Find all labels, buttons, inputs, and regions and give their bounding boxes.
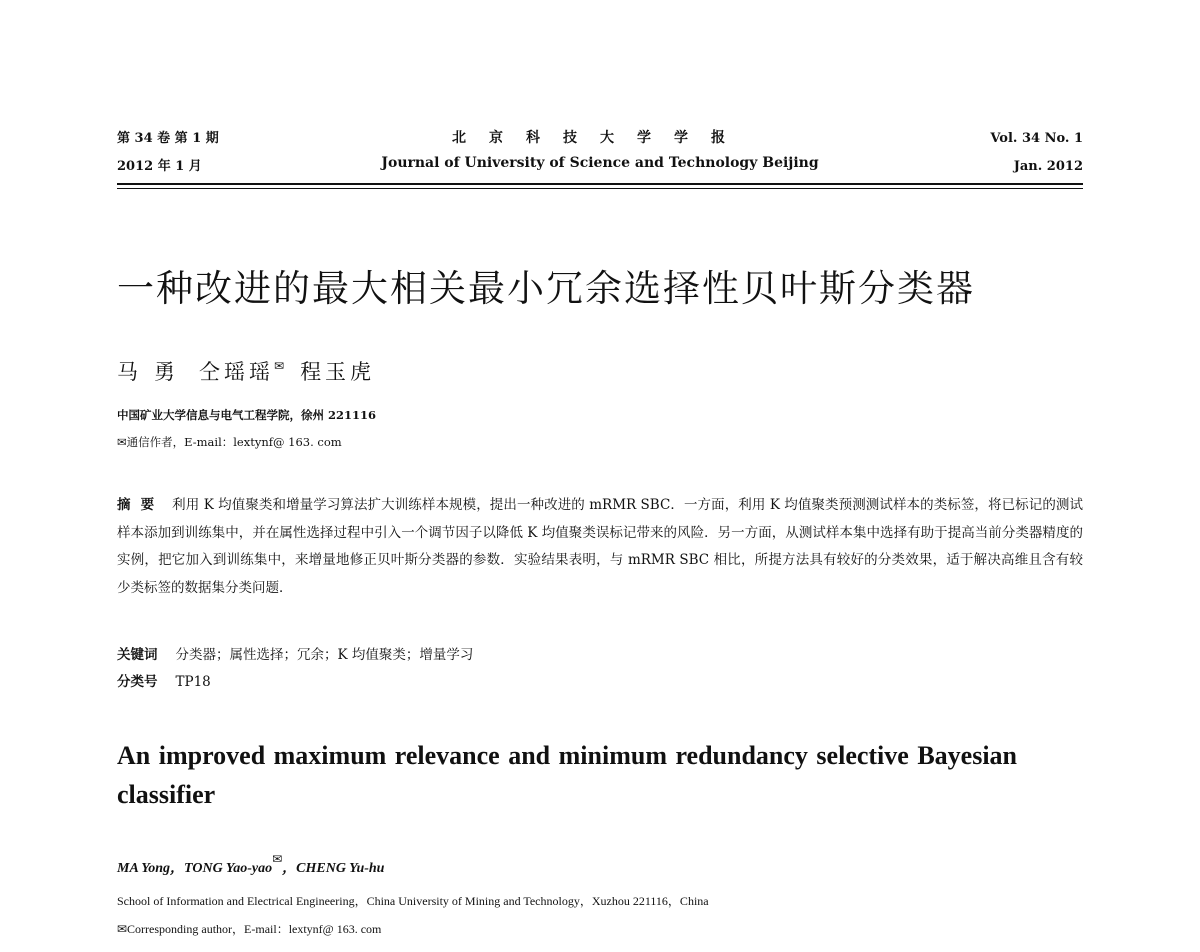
header-rule-thin bbox=[117, 188, 1083, 189]
abstract-cn bbox=[117, 492, 1083, 602]
date-en: Jan. 2012 bbox=[1013, 159, 1083, 174]
abstract-label-cn: 摘要 bbox=[117, 497, 165, 513]
corresponding-mail-icon-en: ✉ bbox=[272, 852, 283, 866]
article-title-en: An improved maximum relevance and minimum redundancy selective Bayesian classifier bbox=[117, 741, 1017, 809]
corresponding-author-cn: ✉通信作者，E-mail：lextynf@ 163. com bbox=[117, 435, 342, 449]
author-cn-2: 仝瑶瑶 bbox=[199, 360, 274, 384]
keywords-text-cn: 分类器；属性选择；冗余；K 均值聚类；增量学习 bbox=[175, 647, 474, 663]
keywords-cn bbox=[117, 643, 473, 663]
volume-issue-cn: 第 34 卷 第 1 期 bbox=[117, 131, 219, 146]
journal-name-en: Journal of University of Science and Technology Beijing bbox=[381, 155, 819, 171]
journal-header-row-1 bbox=[117, 127, 1083, 146]
date-cn: 2012 年 1 月 bbox=[117, 159, 202, 174]
keywords-label-cn: 关键词 bbox=[117, 647, 158, 663]
affiliation-cn: 中国矿业大学信息与电气工程学院，徐州 221116 bbox=[117, 408, 377, 422]
classification-number: TP18 bbox=[175, 674, 211, 690]
classification-cn bbox=[117, 670, 211, 690]
header-rule-thick bbox=[117, 183, 1083, 185]
authors-cn bbox=[117, 356, 375, 386]
author-cn-3: 程玉虎 bbox=[300, 360, 376, 384]
author-cn-1: 马勇 bbox=[117, 360, 191, 384]
abstract-text-cn: 利用 K 均值聚类和增量学习算法扩大训练样本规模，提出一种改进的 mRMR SBC．一方面，利用 K 均值聚类预测测试样本的类标签，将已标记的测试样本添加到训练集中，并在属性选择过程中引入一个调节因子以降低 K 均值聚类误标记带来的风险．另一方面，从测试样本集中选择有助于提高当前分类器精度的实例，把它加入到训练集中，来增量地修正贝叶斯分类器的参数．实验结果表明，与 mRMR SBC 相比，所提方法具有较好的分类效果，适于解决高维且含有较少类标签的数据集分类问题． bbox=[117, 497, 1084, 596]
classification-label-cn: 分类号 bbox=[117, 674, 158, 690]
volume-issue-en: Vol. 34 No. 1 bbox=[990, 131, 1083, 146]
journal-name-cn: 北京科技大学学报 bbox=[452, 130, 748, 146]
authors-en-part-2: ，CHENG Yu-hu bbox=[282, 861, 385, 876]
affiliation-en: School of Information and Electrical Engineering，China University of Mining and Technology，Xuzhou 221116，China bbox=[117, 894, 709, 908]
authors-en bbox=[117, 852, 384, 877]
corresponding-mail-icon: ✉ bbox=[274, 359, 285, 373]
authors-en-part-1: MA Yong，TONG Yao-yao bbox=[117, 861, 273, 876]
journal-header-row-2 bbox=[117, 155, 1083, 174]
article-title-cn: 一种改进的最大相关最小冗余选择性贝叶斯分类器 bbox=[117, 267, 975, 310]
corresponding-author-en: ✉Corresponding author，E-mail：lextynf@ 163. com bbox=[117, 922, 382, 936]
